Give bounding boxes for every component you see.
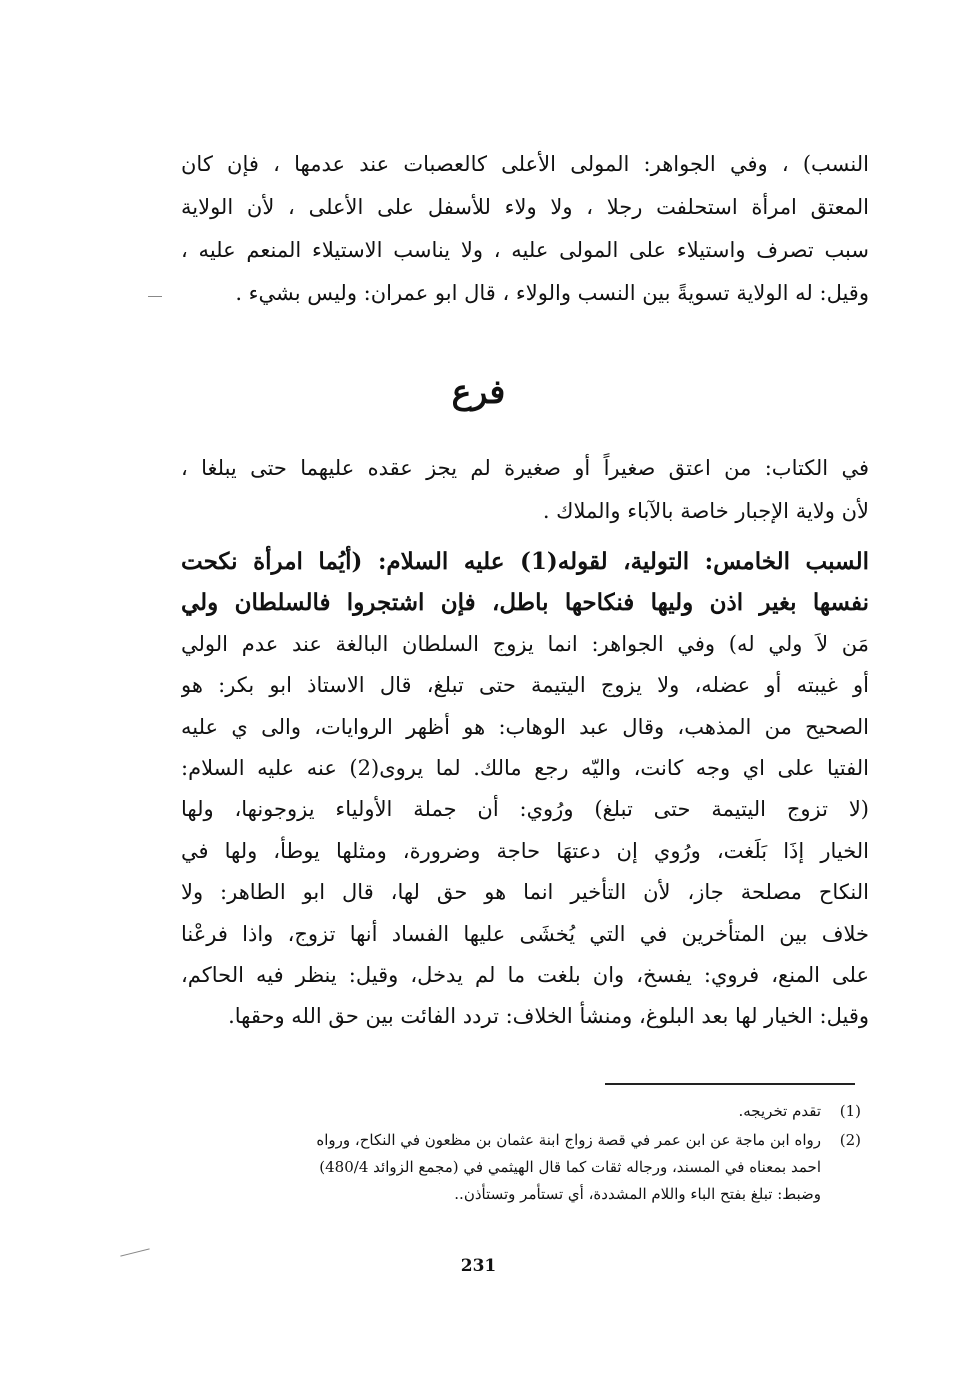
text-line: سبب تصرف واستيلاء على المولى عليه ، ولا يناسب الاستيلاء المنعم عليه ،: [181, 238, 869, 262]
scan-speck: [148, 296, 162, 297]
footnote-1: [161, 1098, 861, 1125]
footnote-number: (1): [839, 1102, 861, 1120]
text-line: الصحيح من المذهب، وقال عبد الوهاب: هو أظهر الروايات، والى ي عليه: [181, 714, 869, 739]
text-line: أو غيبته أو عضله، ولا يزوج اليتيمة حتى تبلغ، قال الاستاذ ابو بكر: هو: [181, 673, 869, 698]
section-heading: فرع: [451, 372, 506, 411]
text-line: السبب الخامس: التولية، لقوله(1) عليه السلام: (أيُما امرأة نكحت: [181, 548, 869, 575]
text-line: وقيل: الخيار لها بعد البلوغ، ومنشأ الخلاف: تردد الفائت بين حق الله وحقها.: [228, 1004, 869, 1029]
text-line: (لا تزوج اليتيمة حتى تبلغ) ورُوي: أن جملة الأولياء يزوجونها، ولها: [181, 797, 869, 822]
text-line: على المنع، فروي: يفسخ، وان بلغت ما لم يدخل، وقيل: ينظر فيه الحاكم،: [181, 962, 869, 987]
footnote-2: [161, 1127, 861, 1208]
footnote-separator: [605, 1083, 855, 1085]
paragraph-3: [181, 541, 869, 1038]
text-line: خلاف بين المتأخرين في التي يُخشَى عليها الفساد أنها تزوج، واذا فرعْنا: [181, 921, 869, 946]
text-line: لأن ولاية الإجبار خاصة بالآباء والملاك .: [542, 499, 869, 523]
text-line: في الكتاب: من اعتق صغيراً أو صغيرة لم يجز عقده عليهما حتى يبلغا ،: [181, 456, 869, 480]
text-line: الفتيا على اي وجه كانت، واليّه رجع مالك. لما يروى(2) عنه عليه السلام:: [181, 755, 869, 780]
text-line: نفسها بغير اذن وليها فنكاحها باطل، فإن اشتجروا فالسلطان ولي: [181, 589, 869, 617]
page-number: 231: [460, 1256, 497, 1276]
text-line: الخيار إذَا بَلَغت، ورُوي إن دعتهَا حاجة وضرورة، ومثلها يوطأ، ولها في: [181, 838, 869, 863]
footnote-line: تقدم تخريجه.: [738, 1102, 821, 1120]
text-line: النكاح مصلحة جاز، لأن التأخير انما هو حق لها، قال ابو الطاهر: ولا: [181, 880, 869, 905]
footnote-line: رواه ابن ماجة عن ابن عمر في قصة زواج ابنة عثمان بن مظعون في النكاح، ورواه: [316, 1131, 821, 1149]
footnote-number: (2): [839, 1131, 861, 1149]
paragraph-2: [181, 447, 869, 533]
text-line: وقيل: له الولاية تسويةً بين النسب والولاء ، قال ابو عمران: وليس بشيء .: [235, 281, 869, 305]
paragraph-1: [181, 143, 869, 315]
footnote-line: وضبط: تبلغ بفتح الباء واللام المشددة، أي تستأمر وتستأذن..: [454, 1185, 821, 1203]
text-line: المعتق امرأة استحلفت رجلا ، ولا ولاء للأسفل على الأعلى ، لأن الولاية: [181, 195, 869, 219]
text-line: النسب) ، وفي الجواهر: المولى الأعلى كالعصبات عند عدمها ، فإن كان: [181, 152, 869, 176]
footnotes: [161, 1098, 861, 1210]
footnote-line: احمد بمعناه في المسند، ورجاله ثقات كما قال الهيثمي في (مجمع الزوائد 480/4): [319, 1158, 821, 1176]
text-line: مَن لاَ ولي له) وفي الجواهر: انما يزوج السلطان البالغة عند عدم الولي: [181, 631, 869, 656]
